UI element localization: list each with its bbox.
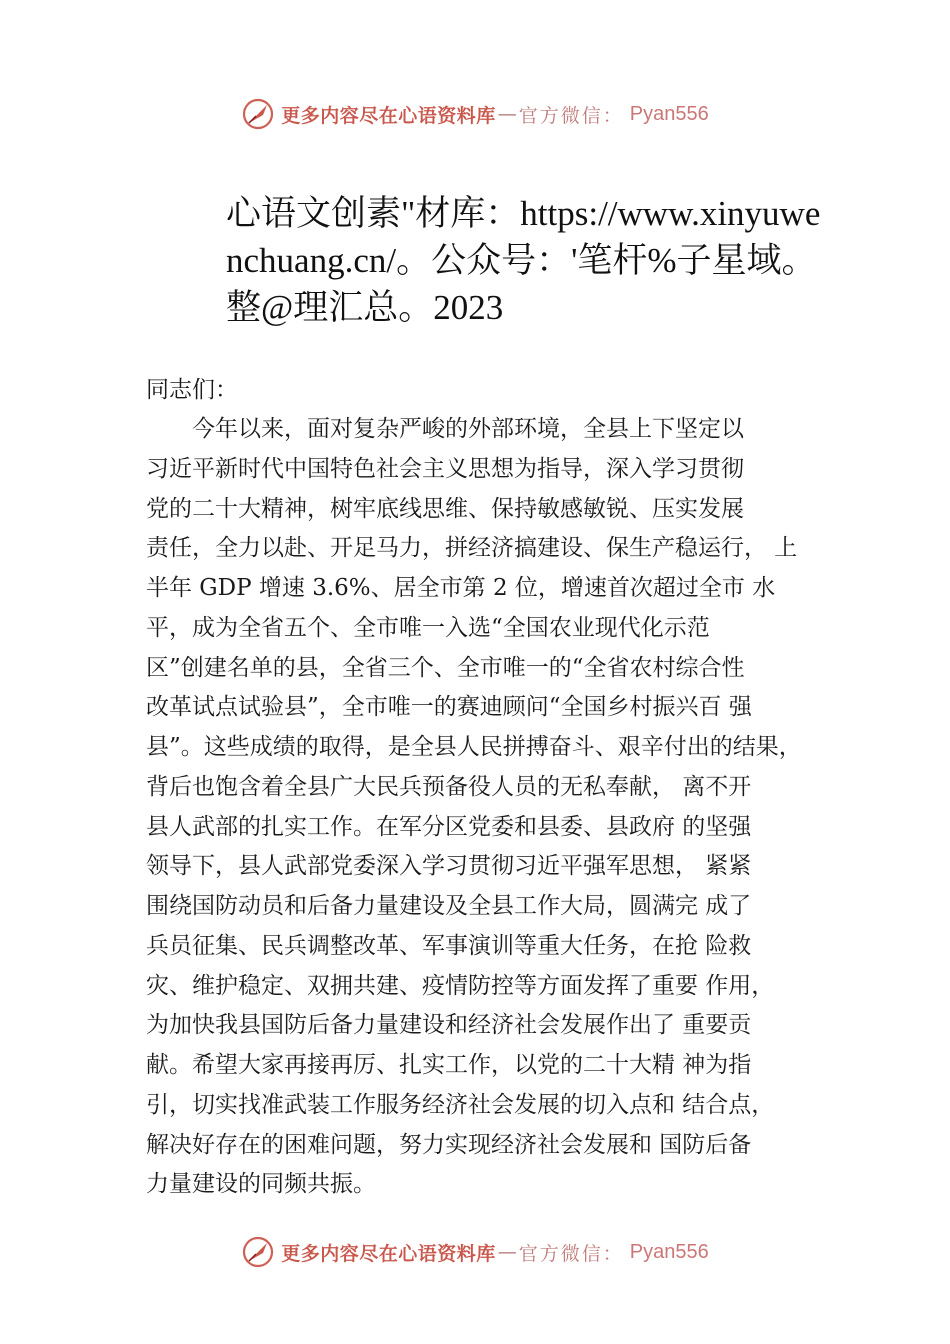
paragraph-line: 力量建设的同频共振。 [146,1171,376,1198]
paragraph-line: 责任，全力以赴、开足马力，拼经济搞建设、保生产稳运行， 上 [146,535,798,562]
banner-text: 更多内容尽在心语资料库 [281,104,496,127]
header-watermark [0,94,950,134]
banner-separator: — [497,1241,517,1263]
paragraph-line: 围绕国防动员和后备力量建设及全县工作大局，圆满完 成了 [146,893,752,919]
paragraph-line: 引，切实找准武装工作服务经济社会发展的切入点和 结合点， [146,1091,775,1118]
paragraph-line: 平，成为全省五个、全市唯一入选“全国农业现代化示范 [146,614,710,641]
paragraph-line: 改革试点试验县”，全市唯一的赛迪顾问“全国乡村振兴百 强 [146,694,752,721]
paragraph-line: 兵员征集、民兵调整改革、军事演训等重大任务，在抢 险救 [146,932,752,959]
paragraph-line: 党的二十大精神，树牢底线思维、保持敏感敏锐、压实发展 [146,495,744,522]
paragraph-line: 领导下，县人武部党委深入学习贯彻习近平强军思想， 紧紧 [146,853,752,880]
banner-wechat-id: Pyan556 [629,102,709,125]
paragraph-line: 献。希望大家再接再厉、扎实工作，以党的二十大精 神为指 [146,1052,752,1078]
paragraph-line: 解决好存在的困难问题，努力实现经济社会发展和 国防后备 [146,1131,752,1158]
paragraph-line: 县人武部的扎实工作。在军分区党委和县委、县政府 的坚强 [146,813,752,840]
quill-logo-icon [241,1235,275,1269]
banner-wechat-label: 官方微信： [518,1242,624,1265]
banner-separator: — [497,103,517,125]
paragraph-line: 背后也饱含着全县广大民兵预备役人员的无私奉献， 离不开 [146,773,752,800]
speech-paragraph [146,410,836,1205]
paragraph-line: 为加快我县国防后备力量建设和经济社会发展作出了 重要贡 [146,1012,752,1039]
paragraph-line: 县”。这些成绩的取得，是全县人民拼搏奋斗、艰辛付出的结果， [146,734,802,760]
document-headline: 心语文创素"材库：https://www.xinyuwenchuang.cn/。公众号：'笔杆%子星域。整@理汇总。2023 [226,194,821,327]
banner-text: 更多内容尽在心语资料库 [281,1242,496,1265]
paragraph-line: 半年 GDP 增速 3.6%、居全市第 2 位，增速首次超过全市 水 [146,575,776,601]
paragraph-line: 区”创建名单的县，全省三个、全市唯一的“全省农村综合性 [146,654,745,681]
paragraph-line: 今年以来，面对复杂严峻的外部环境，全县上下坚定以 [146,416,744,442]
quill-logo-icon [241,97,275,131]
banner-wechat-id: Pyan556 [629,1240,709,1263]
banner-wechat-label: 官方微信： [518,104,624,127]
footer-watermark [0,1232,950,1272]
paragraph-line: 习近平新时代中国特色社会主义思想为指导，深入学习贯彻 [146,455,744,482]
greeting: 同志们： [146,377,238,403]
paragraph-line: 灾、维护稳定、双拥共建、疫情防控等方面发挥了重要 作用， [146,972,775,999]
